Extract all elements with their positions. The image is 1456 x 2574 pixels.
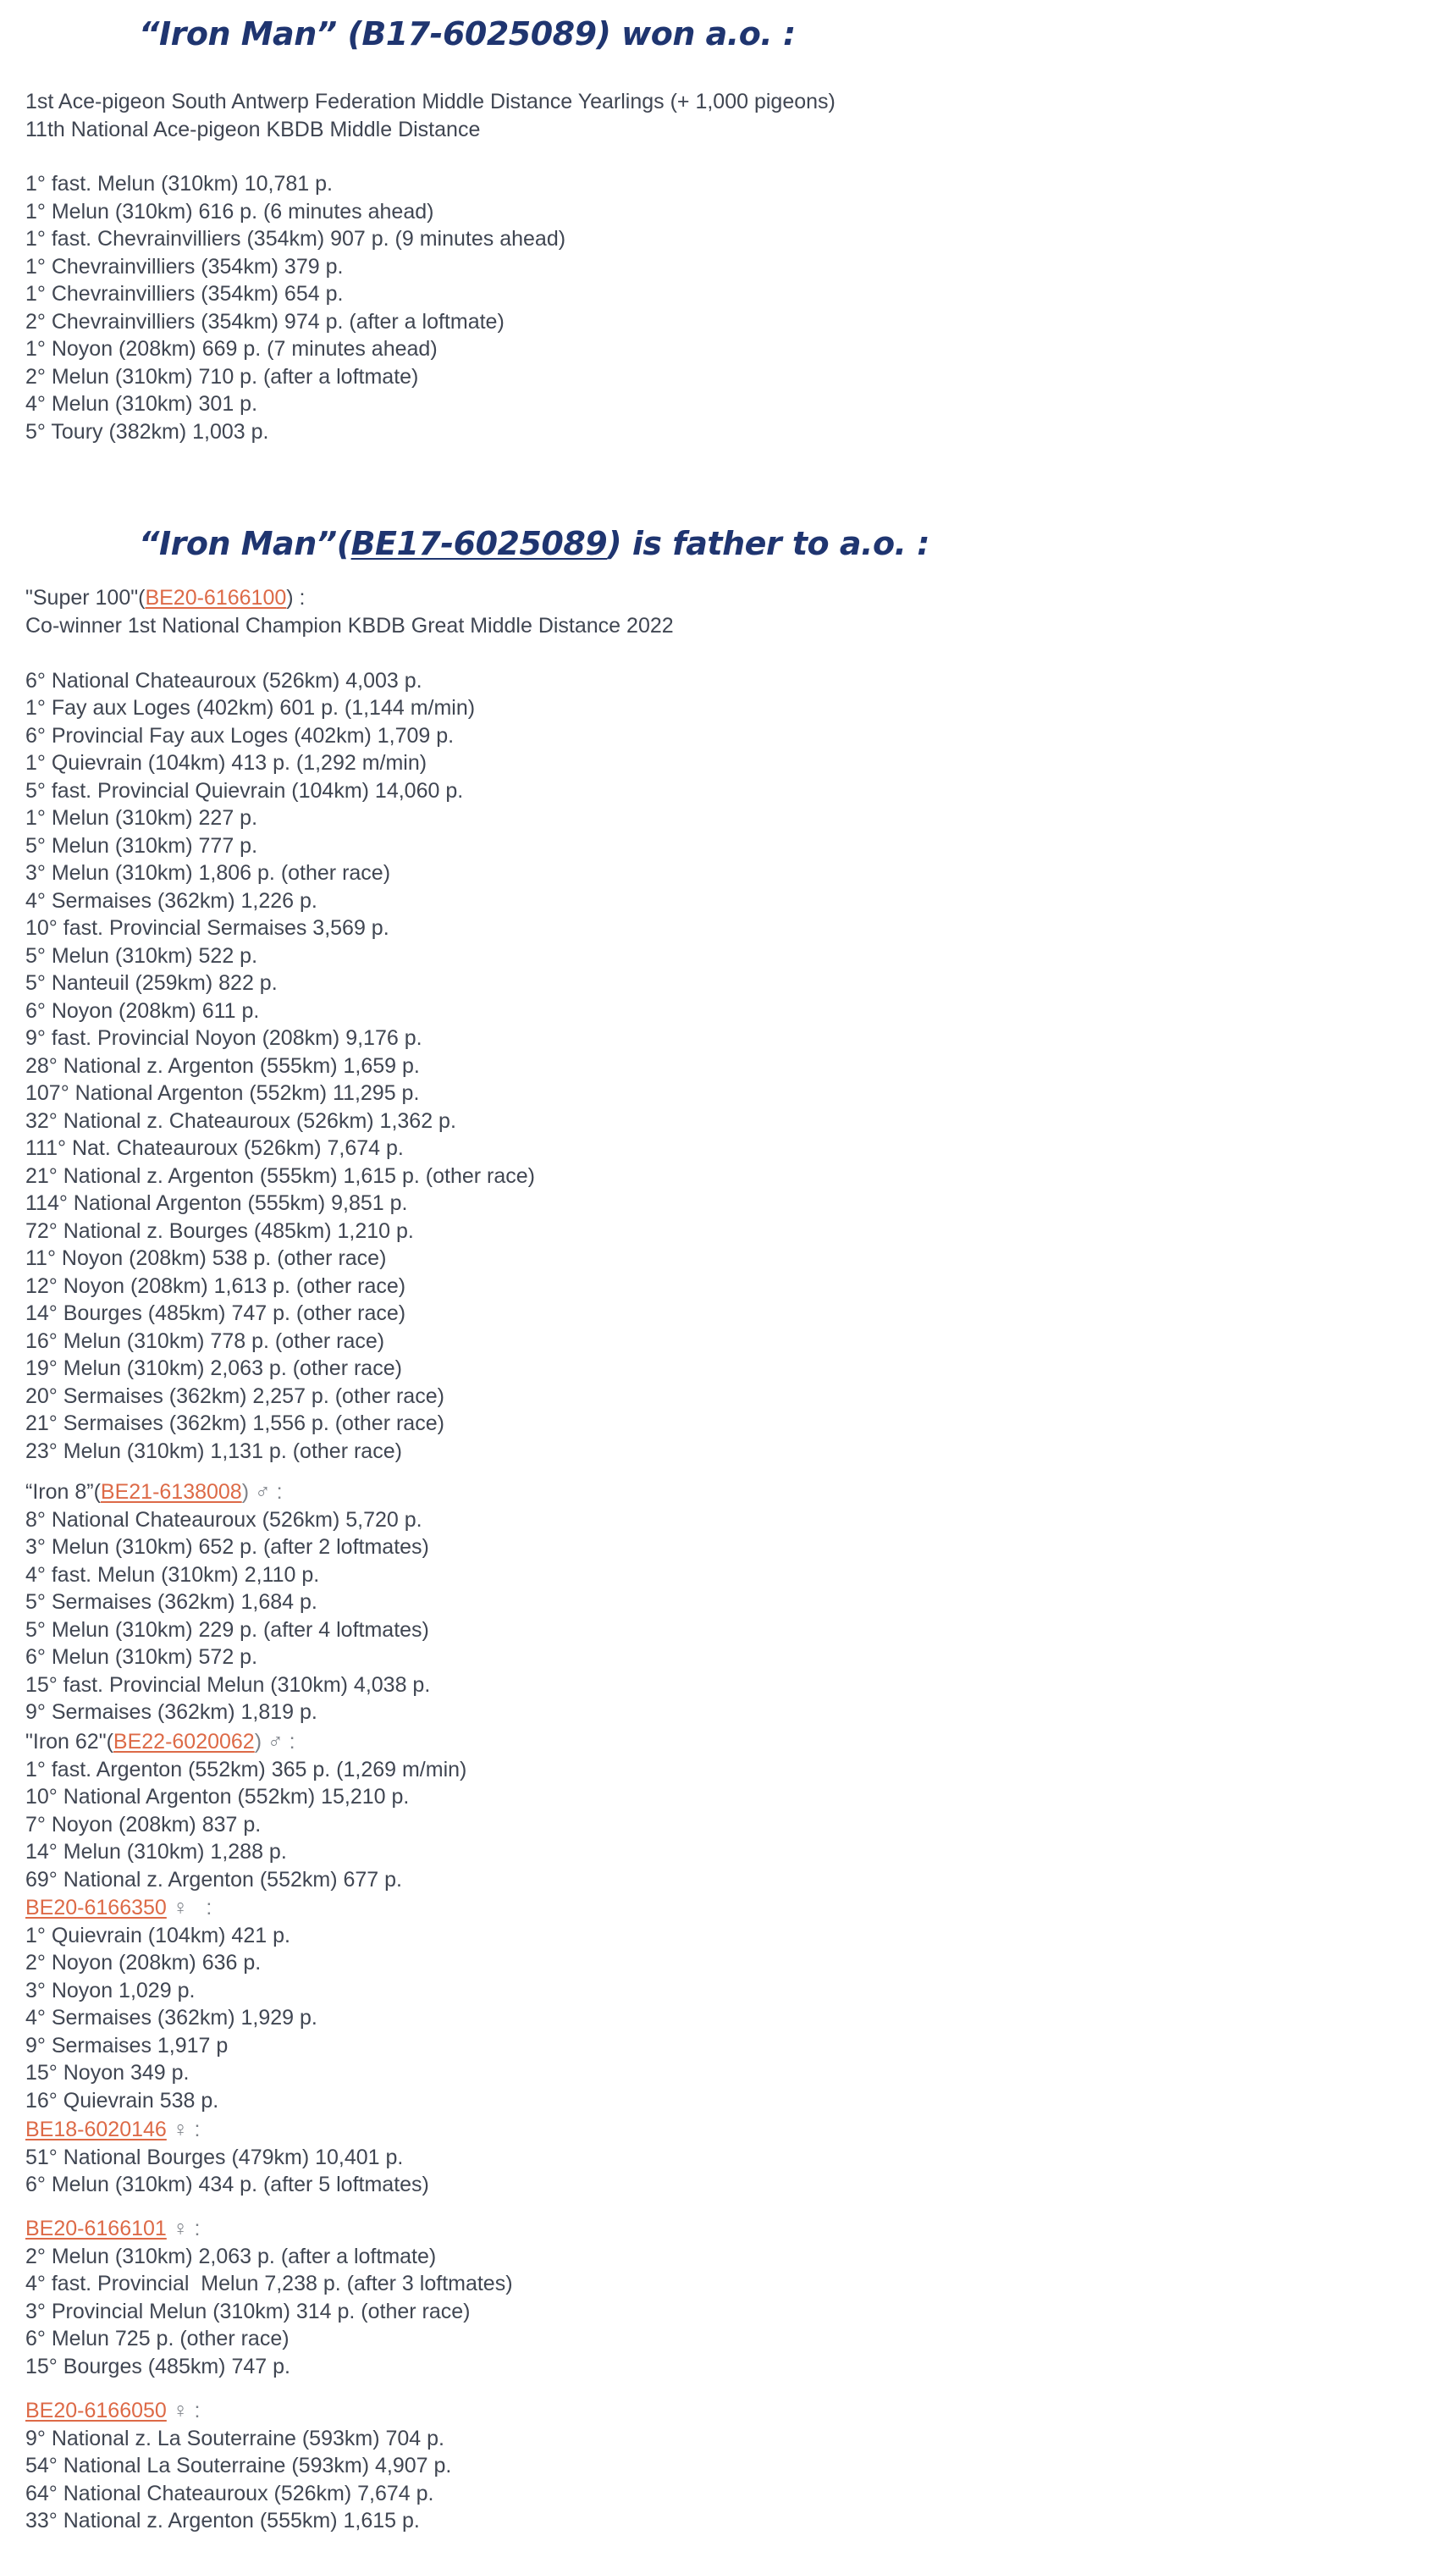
result-line: 21° Sermaises (362km) 1,556 p. (other race) [25, 1411, 444, 1435]
title-line: 1st Ace-pigeon South Antwerp Federation Middle Distance Yearlings (+ 1,000 pigeons) [25, 90, 836, 113]
result-line: 3° Melun (310km) 1,806 p. (other race) [25, 861, 391, 885]
result-line: 5° Melun (310km) 522 p. [25, 943, 258, 968]
result-line: 7° Noyon (208km) 837 p. [25, 1812, 262, 1837]
result-line: 9° Sermaises (362km) 1,819 p. [25, 1700, 317, 1724]
result-line: 1° Quievrain (104km) 413 p. (1,292 m/min) [25, 751, 427, 775]
result-line: 3° Provincial Melun (310km) 314 p. (other race) [25, 2299, 471, 2323]
result-line: 14° Bourges (485km) 747 p. (other race) [25, 1301, 406, 1325]
result-line: 4° Sermaises (362km) 1,226 p. [25, 888, 317, 913]
ring-number-link[interactable]: BE20-6166100 [145, 586, 287, 610]
result-line: 20° Sermaises (362km) 2,257 p. (other race) [25, 1384, 444, 1408]
ring-number-link[interactable]: BE20-6166101 [25, 2217, 167, 2240]
offspring-suffix: ) ♂ : [254, 1730, 295, 1754]
result-line: 5° Melun (310km) 777 p. [25, 833, 258, 858]
result-line: 9° National z. La Souterraine (593km) 704 p. [25, 2426, 444, 2450]
offspring-header [25, 584, 674, 612]
result-line: 3° Melun (310km) 652 p. (after 2 loftmates) [25, 1535, 429, 1559]
result-line: 21° National z. Argenton (555km) 1,615 p. (other race) [25, 1163, 535, 1188]
section-heading-father-to [139, 523, 929, 564]
offspring-header [25, 1894, 317, 1922]
result-line: 6° Melun (310km) 572 p. [25, 1645, 258, 1669]
result-line: 1° Melun (310km) 227 p. [25, 806, 258, 830]
result-line: 10° National Argenton (552km) 15,210 p. [25, 1785, 410, 1809]
offspring-be18-6020146 [25, 2116, 429, 2199]
result-line: 32° National z. Chateauroux (526km) 1,362 p. [25, 1108, 456, 1133]
heading-text-after: ) is father to a.o. : [607, 525, 929, 562]
result-line: 16° Quievrain 538 p. [25, 2088, 219, 2113]
offspring-be20-6166101 [25, 2215, 513, 2380]
result-line: 2° Chevrainvilliers (354km) 974 p. (after a loftmate) [25, 309, 505, 334]
result-line: 16° Melun (310km) 778 p. (other race) [25, 1328, 385, 1353]
offspring-suffix: ♀ : [166, 1896, 212, 1919]
result-line: 111° Nat. Chateauroux (526km) 7,674 p. [25, 1136, 404, 1160]
result-line: 5° Melun (310km) 229 p. (after 4 loftmates) [25, 1617, 429, 1642]
result-line: 2° Melun (310km) 710 p. (after a loftmate) [25, 364, 419, 389]
result-line: 6° Melun (310km) 434 p. (after 5 loftmates) [25, 2173, 429, 2196]
result-line: 33° National z. Argenton (555km) 1,615 p. [25, 2509, 420, 2533]
result-line: 1° Fay aux Loges (402km) 601 p. (1,144 m/min) [25, 696, 476, 720]
offspring-header [25, 2397, 451, 2425]
heading-ring-number: BE17-6025089 [350, 525, 608, 562]
offspring-header [25, 2215, 513, 2243]
result-line: 1° Melun (310km) 616 p. (6 minutes ahead) [25, 199, 434, 224]
result-line: 1° fast. Argenton (552km) 365 p. (1,269 m/min) [25, 1757, 467, 1781]
result-line: 69° National z. Argenton (552km) 677 p. [25, 1867, 402, 1892]
ring-number-link[interactable]: BE20-6166350 [25, 1896, 167, 1919]
result-line: 1° Quievrain (104km) 421 p. [25, 1923, 290, 1947]
result-line: 1° Chevrainvilliers (354km) 654 p. [25, 282, 344, 306]
result-line: 6° Noyon (208km) 611 p. [25, 998, 260, 1023]
heading-text: “Iron Man” (B17-6025089) won a.o. : [139, 15, 796, 52]
offspring-name: “Iron 8”( [25, 1480, 101, 1504]
offspring-iron-62 [25, 1728, 466, 1893]
result-line: 1° Noyon (208km) 669 p. (7 minutes ahead) [25, 337, 438, 361]
offspring-suffix: ) : [286, 586, 306, 610]
result-line: 51° National Bourges (479km) 10,401 p. [25, 2145, 404, 2169]
blank-line [25, 639, 674, 667]
ring-number-link[interactable]: BE22-6020062 [113, 1730, 255, 1754]
result-line: 6° Melun 725 p. (other race) [25, 2327, 290, 2350]
result-line: 19° Melun (310km) 2,063 p. (other race) [25, 1356, 402, 1380]
ring-number-link[interactable]: BE21-6138008 [100, 1480, 242, 1504]
result-line: 15° Noyon 349 p. [25, 2061, 190, 2085]
result-line: 64° National Chateauroux (526km) 7,674 p. [25, 2481, 434, 2505]
result-line: 72° National z. Bourges (485km) 1,210 p. [25, 1218, 414, 1243]
result-line: 9° Sermaises 1,917 p [25, 2033, 229, 2058]
offspring-be20-6166350 [25, 1894, 317, 2114]
result-line: 4° fast. Provincial Melun 7,238 p. (after 3 loftmates) [25, 2272, 513, 2295]
result-line: 5° Sermaises (362km) 1,684 p. [25, 1590, 317, 1614]
offspring-header [25, 2116, 429, 2144]
result-line: 4° fast. Melun (310km) 2,110 p. [25, 1562, 320, 1587]
offspring-iron-8 [25, 1478, 430, 1726]
result-line: 1° fast. Melun (310km) 10,781 p. [25, 172, 333, 196]
offspring-name: "Super 100"( [25, 586, 146, 610]
result-line: Co-winner 1st National Champion KBDB Great Middle Distance 2022 [25, 613, 674, 638]
result-line: 3° Noyon 1,029 p. [25, 1978, 196, 2002]
result-line: 9° fast. Provincial Noyon (208km) 9,176 p. [25, 1026, 422, 1050]
result-line: 15° fast. Provincial Melun (310km) 4,038 p. [25, 1672, 431, 1697]
result-line: 10° fast. Provincial Sermaises 3,569 p. [25, 916, 389, 940]
result-line: 107° National Argenton (552km) 11,295 p. [25, 1081, 420, 1105]
result-line: 1° fast. Chevrainvilliers (354km) 907 p. (9 minutes ahead) [25, 227, 566, 251]
result-line: 6° National Chateauroux (526km) 4,003 p. [25, 668, 422, 693]
titles-block [25, 88, 836, 143]
result-line: 23° Melun (310km) 1,131 p. (other race) [25, 1439, 402, 1463]
result-line: 8° National Chateauroux (526km) 5,720 p. [25, 1507, 422, 1532]
offspring-header [25, 1728, 466, 1756]
offspring-suffix: ) ♂ : [241, 1480, 283, 1504]
result-line: 1° Chevrainvilliers (354km) 379 p. [25, 254, 344, 279]
offspring-suffix: ♀ : [166, 2217, 201, 2240]
result-line: 2° Melun (310km) 2,063 p. (after a loftmate) [25, 2244, 437, 2268]
result-line: 6° Provincial Fay aux Loges (402km) 1,709 p. [25, 723, 455, 748]
result-line: 5° Toury (382km) 1,003 p. [25, 419, 269, 444]
result-line: 114° National Argenton (555km) 9,851 p. [25, 1191, 408, 1215]
result-line: 4° Melun (310km) 301 p. [25, 392, 258, 416]
iron-man-results-list [25, 170, 565, 445]
offspring-suffix: ♀ : [166, 2118, 201, 2141]
result-line: 28° National z. Argenton (555km) 1,659 p. [25, 1053, 420, 1078]
result-line: 4° Sermaises (362km) 1,929 p. [25, 2006, 317, 2030]
offspring-name: "Iron 62"( [25, 1730, 113, 1754]
title-line: 11th National Ace-pigeon KBDB Middle Distance [25, 117, 481, 141]
result-line: 12° Noyon (208km) 1,613 p. (other race) [25, 1273, 406, 1298]
result-line: 54° National La Souterraine (593km) 4,907 p. [25, 2454, 452, 2477]
result-line: 5° Nanteuil (259km) 822 p. [25, 971, 278, 995]
result-line: 5° fast. Provincial Quievrain (104km) 14,060 p. [25, 778, 464, 803]
ring-number-link[interactable]: BE20-6166050 [25, 2399, 167, 2422]
ring-number-link[interactable]: BE18-6020146 [25, 2118, 167, 2141]
result-line: 15° Bourges (485km) 747 p. [25, 2354, 290, 2378]
offspring-header [25, 1478, 430, 1506]
result-line: 2° Noyon (208km) 636 p. [25, 1951, 262, 1975]
heading-text-before: “Iron Man”( [139, 525, 351, 562]
offspring-be20-6166050 [25, 2397, 451, 2535]
offspring-suffix: ♀ : [166, 2399, 201, 2422]
offspring-super-100 [25, 584, 674, 1465]
result-line: 14° Melun (310km) 1,288 p. [25, 1840, 287, 1864]
result-line: 11° Noyon (208km) 538 p. (other race) [25, 1246, 387, 1270]
section-heading-iron-man-results [139, 14, 796, 54]
